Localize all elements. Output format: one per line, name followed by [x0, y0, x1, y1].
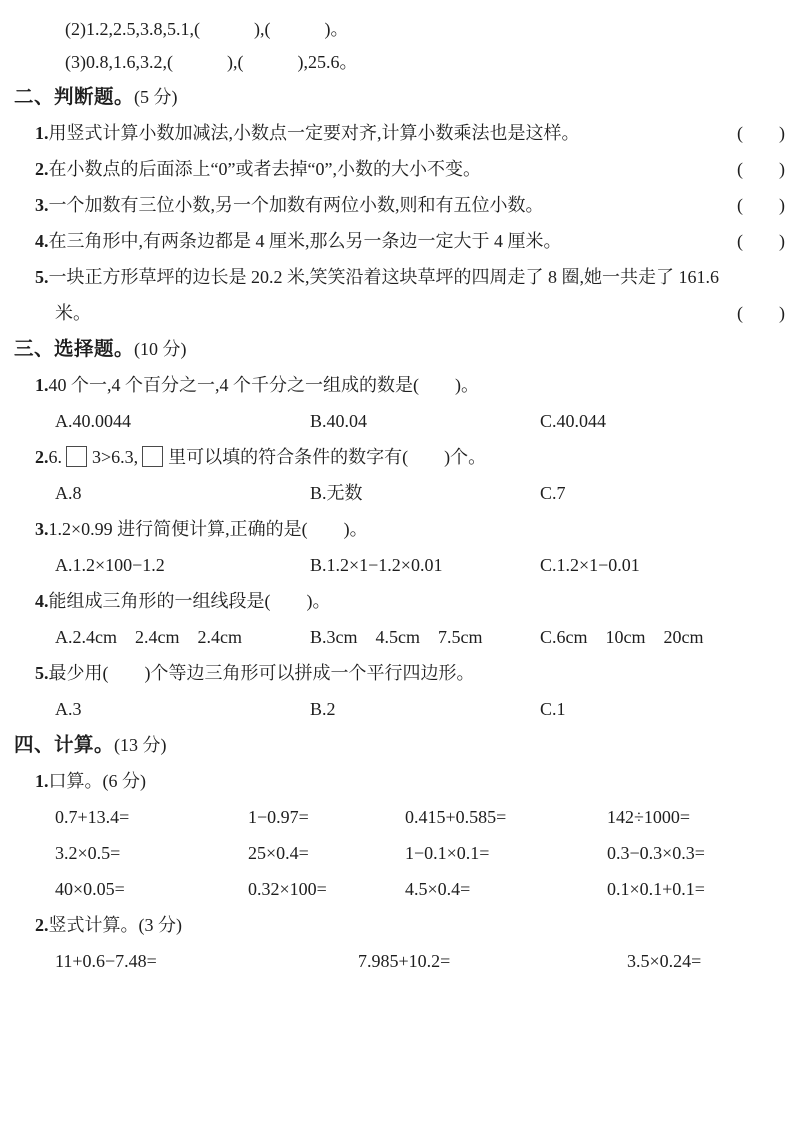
section-judge-score: (5 分): [134, 87, 178, 107]
judge-item-3-answer-bracket: ( ): [737, 195, 785, 215]
judge-item-5-text: 一块正方形草坪的边长是 20.2 米,笑笑沿着这块草坪的四周走了 8 圈,她一共走了 161.6: [48, 267, 719, 287]
oral-expr: 4.5×0.4=: [405, 879, 471, 899]
choice-q5-option-b: B.2: [310, 699, 336, 719]
judge-item-5-continued: [0, 295, 793, 331]
choice-q3-text: 1.2×0.99 进行简便计算,正确的是( )。: [48, 519, 368, 539]
judge-item-5-answer-bracket: ( ): [737, 303, 785, 323]
judge-item-1-answer-bracket: ( ): [737, 123, 785, 143]
vertical-expr: 3.5×0.24=: [627, 951, 702, 971]
choice-q4: [0, 583, 793, 619]
choice-q2-options: [0, 475, 793, 511]
section-calc-header: [0, 727, 793, 763]
choice-q5-text: 最少用( )个等边三角形可以拼成一个平行四边形。: [48, 663, 475, 683]
oral-expr: 0.3−0.3×0.3=: [607, 843, 705, 863]
vertical-expr: 11+0.6−7.48=: [55, 951, 157, 971]
oral-expr: 1−0.1×0.1=: [405, 843, 490, 863]
choice-q1-text: 40 个一,4 个百分之一,4 个千分之一组成的数是( )。: [48, 375, 479, 395]
vertical-calc-row: [0, 943, 793, 979]
choice-q1-option-c: C.40.044: [540, 411, 607, 431]
choice-q3-options: [0, 547, 793, 583]
choice-q5-options: [0, 691, 793, 727]
choice-q1-option-a: A.40.0044: [55, 411, 131, 431]
fill-series-line-2: (2)1.2,2.5,3.8,5.1,( ),( )。: [65, 19, 349, 39]
section-judge-title: 二、判断题。: [14, 86, 135, 108]
section-choice-score: (10 分): [134, 339, 187, 359]
choice-q3-option-a: A.1.2×100−1.2: [55, 555, 165, 575]
vertical-calc-label: [0, 907, 793, 943]
blank-box: [142, 446, 163, 467]
choice-q5-num: 5.: [35, 663, 49, 683]
choice-q3: [0, 511, 793, 547]
choice-q4-option-b: B.3cm 4.5cm 7.5cm: [310, 627, 483, 647]
judge-item-4-text: 在三角形中,有两条边都是 4 厘米,那么另一条边一定大于 4 厘米。: [48, 231, 562, 251]
choice-q1-options: [0, 403, 793, 439]
fill-series-line-3: (3)0.8,1.6,3.2,( ),( ),25.6。: [65, 52, 358, 72]
choice-q1-option-b: B.40.04: [310, 411, 368, 431]
choice-q5-option-c: C.1: [540, 699, 566, 719]
choice-q2-text-post: 里可以填的符合条件的数字有( )个。: [168, 447, 487, 467]
oral-calc-row-1: [0, 799, 793, 835]
oral-calc-text: 口算。: [48, 771, 103, 791]
oral-expr: 0.1×0.1+0.1=: [607, 879, 705, 899]
vertical-expr: 7.985+10.2=: [358, 951, 451, 971]
choice-q1-num: 1.: [35, 375, 49, 395]
judge-item-5-text2: 米。: [55, 303, 91, 323]
choice-q4-text: 能组成三角形的一组线段是( )。: [48, 591, 331, 611]
judge-item-2-answer-bracket: ( ): [737, 159, 785, 179]
choice-q2: [0, 439, 793, 475]
choice-q4-option-c: C.6cm 10cm 20cm: [540, 627, 704, 647]
judge-item-3: [0, 187, 793, 223]
oral-calc-label: [0, 763, 793, 799]
vertical-calc-score: (3 分): [138, 915, 182, 935]
oral-expr: 40×0.05=: [55, 879, 125, 899]
oral-expr: 0.32×100=: [248, 879, 327, 899]
judge-item-3-num: 3.: [35, 195, 49, 215]
judge-item-4-answer-bracket: ( ): [737, 231, 785, 251]
oral-expr: 0.415+0.585=: [405, 807, 507, 827]
section-choice-title: 三、选择题。: [14, 338, 135, 360]
choice-q2-text-mid: 3>6.3,: [92, 447, 139, 467]
choice-q2-option-b: B.无数: [310, 483, 363, 503]
judge-item-1-num: 1.: [35, 123, 49, 143]
judge-item-1: [0, 115, 793, 151]
vertical-calc-text: 竖式计算。: [48, 915, 139, 935]
section-calc-score: (13 分): [114, 735, 167, 755]
choice-q2-num: 2.: [35, 447, 49, 467]
choice-q2-option-c: C.7: [540, 483, 566, 503]
oral-expr: 0.7+13.4=: [55, 807, 130, 827]
choice-q2-option-a: A.8: [55, 483, 82, 503]
judge-item-4: [0, 223, 793, 259]
judge-item-3-text: 一个加数有三位小数,另一个加数有两位小数,则和有五位小数。: [48, 195, 544, 215]
judge-item-5-num: 5.: [35, 267, 49, 287]
oral-expr: 3.2×0.5=: [55, 843, 121, 863]
choice-q3-option-b: B.1.2×1−1.2×0.01: [310, 555, 443, 575]
choice-q2-text-pre: 6.: [48, 447, 62, 467]
choice-q3-num: 3.: [35, 519, 49, 539]
vertical-calc-num: 2.: [35, 915, 49, 935]
judge-item-1-text: 用竖式计算小数加减法,小数点一定要对齐,计算小数乘法也是这样。: [48, 123, 580, 143]
oral-calc-num: 1.: [35, 771, 49, 791]
section-calc-title: 四、计算。: [14, 734, 115, 756]
oral-calc-row-3: [0, 871, 793, 907]
oral-calc-row-2: [0, 835, 793, 871]
judge-item-2: [0, 151, 793, 187]
oral-expr: 142÷1000=: [607, 807, 691, 827]
choice-q3-option-c: C.1.2×1−0.01: [540, 555, 640, 575]
choice-q4-options: [0, 619, 793, 655]
section-choice-header: [0, 331, 793, 367]
blank-box: [66, 446, 87, 467]
judge-item-2-num: 2.: [35, 159, 49, 179]
choice-q5-option-a: A.3: [55, 699, 82, 719]
choice-q1: [0, 367, 793, 403]
judge-item-5: [0, 259, 793, 295]
choice-q4-option-a: A.2.4cm 2.4cm 2.4cm: [55, 627, 242, 647]
oral-expr: 1−0.97=: [248, 807, 309, 827]
judge-item-4-num: 4.: [35, 231, 49, 251]
oral-expr: 25×0.4=: [248, 843, 309, 863]
section-judge-header: [0, 79, 793, 115]
judge-item-2-text: 在小数点的后面添上“0”或者去掉“0”,小数的大小不变。: [48, 159, 481, 179]
choice-q5: [0, 655, 793, 691]
choice-q4-num: 4.: [35, 591, 49, 611]
oral-calc-score: (6 分): [102, 771, 146, 791]
